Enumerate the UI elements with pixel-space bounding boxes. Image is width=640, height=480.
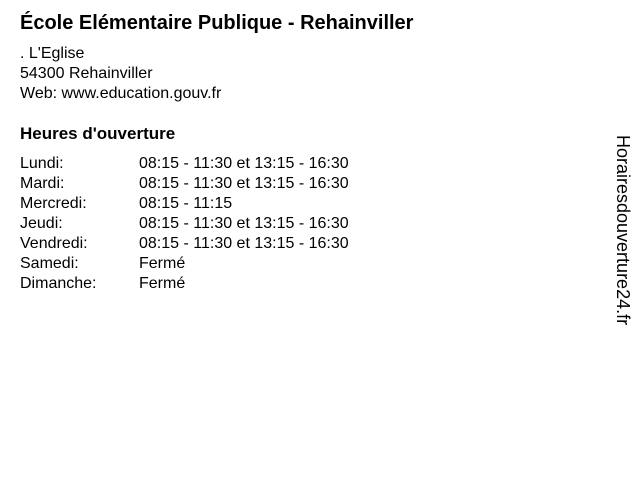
hours-row-wednesday bbox=[20, 194, 349, 214]
hours-time: Fermé bbox=[139, 275, 186, 292]
hours-time: 08:15 - 11:30 et 13:15 - 16:30 bbox=[139, 155, 349, 172]
address-city: 54300 Rehainviller bbox=[20, 65, 153, 82]
hours-time: 08:15 - 11:15 bbox=[139, 195, 233, 212]
hours-row-sunday bbox=[20, 274, 349, 294]
hours-row-saturday bbox=[20, 254, 349, 274]
hours-day: Lundi: bbox=[20, 155, 64, 172]
page-title: École Elémentaire Publique - Rehainviller bbox=[20, 12, 414, 34]
hours-day: Samedi: bbox=[20, 255, 79, 272]
hours-time: 08:15 - 11:30 et 13:15 - 16:30 bbox=[139, 215, 349, 232]
address-street: . L'Eglise bbox=[20, 45, 85, 62]
hours-row-tuesday bbox=[20, 174, 349, 194]
address-block bbox=[20, 44, 221, 104]
hours-day: Mardi: bbox=[20, 175, 65, 192]
hours-row-monday bbox=[20, 154, 349, 174]
hours-row-friday bbox=[20, 234, 349, 254]
hours-row-thursday bbox=[20, 214, 349, 234]
hours-time: 08:15 - 11:30 et 13:15 - 16:30 bbox=[139, 235, 349, 252]
site-watermark: Horairesdouverture24.fr bbox=[613, 135, 633, 326]
hours-day: Mercredi: bbox=[20, 195, 87, 212]
address-web: Web: www.education.gouv.fr bbox=[20, 85, 222, 102]
hours-day: Vendredi: bbox=[20, 235, 88, 252]
hours-table bbox=[20, 154, 349, 294]
hours-day: Jeudi: bbox=[20, 215, 63, 232]
hours-time: Fermé bbox=[139, 255, 186, 272]
hours-day: Dimanche: bbox=[20, 275, 97, 292]
hours-heading: Heures d'ouverture bbox=[20, 124, 176, 143]
hours-time: 08:15 - 11:30 et 13:15 - 16:30 bbox=[139, 175, 349, 192]
